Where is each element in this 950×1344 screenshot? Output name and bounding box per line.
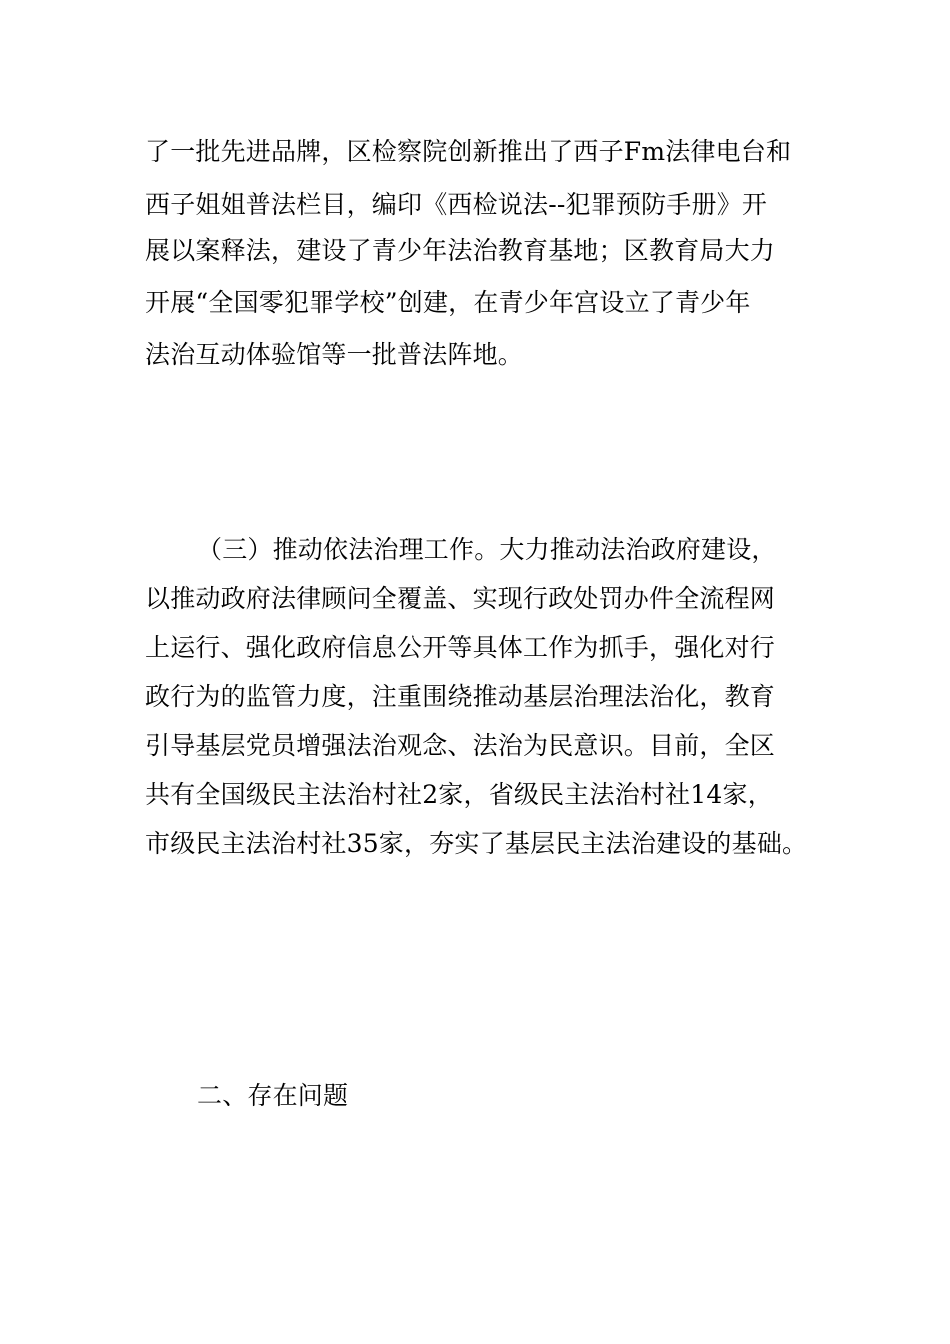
paragraph-2-line-2: 以推动政府法律顾问全覆盖、实现行政处罚办件全流程网 [145, 584, 776, 613]
paragraph-2-line-3: 上运行、强化政府信息公开等具体工作为抓手，强化对行 [145, 633, 776, 662]
paragraph-2-line-4: 政行为的监管力度，注重围绕推动基层治理法治化，教育 [145, 682, 776, 711]
paragraph-2-line-1: （三）推动依法治理工作。大力推动法治政府建设， [197, 535, 777, 564]
paragraph-1-line-2: 西子姐姐普法栏目，编印《西检说法--犯罪预防手册》开 [145, 190, 768, 219]
paragraph-2-line-6: 共有全国级民主法治村社2家，省级民主法治村社14家， [145, 780, 773, 809]
paragraph-1-line-1: 了一批先进品牌，区检察院创新推出了西子Fm法律电台和 [145, 137, 792, 166]
paragraph-1-line-3: 展以案释法，建设了青少年法治教育基地；区教育局大力 [145, 236, 776, 265]
paragraph-1-line-5: 法治互动体验馆等一批普法阵地。 [145, 340, 524, 369]
section-heading: 二、存在问题 [197, 1081, 349, 1110]
paragraph-2-line-5: 引导基层党员增强法治观念、法治为民意识。目前，全区 [145, 731, 776, 760]
paragraph-2-line-7: 市级民主法治村社35家，夯实了基层民主法治建设的基础。 [145, 829, 808, 858]
paragraph-1-line-4: 开展“全国零犯罪学校”创建，在青少年宫设立了青少年 [145, 288, 751, 317]
